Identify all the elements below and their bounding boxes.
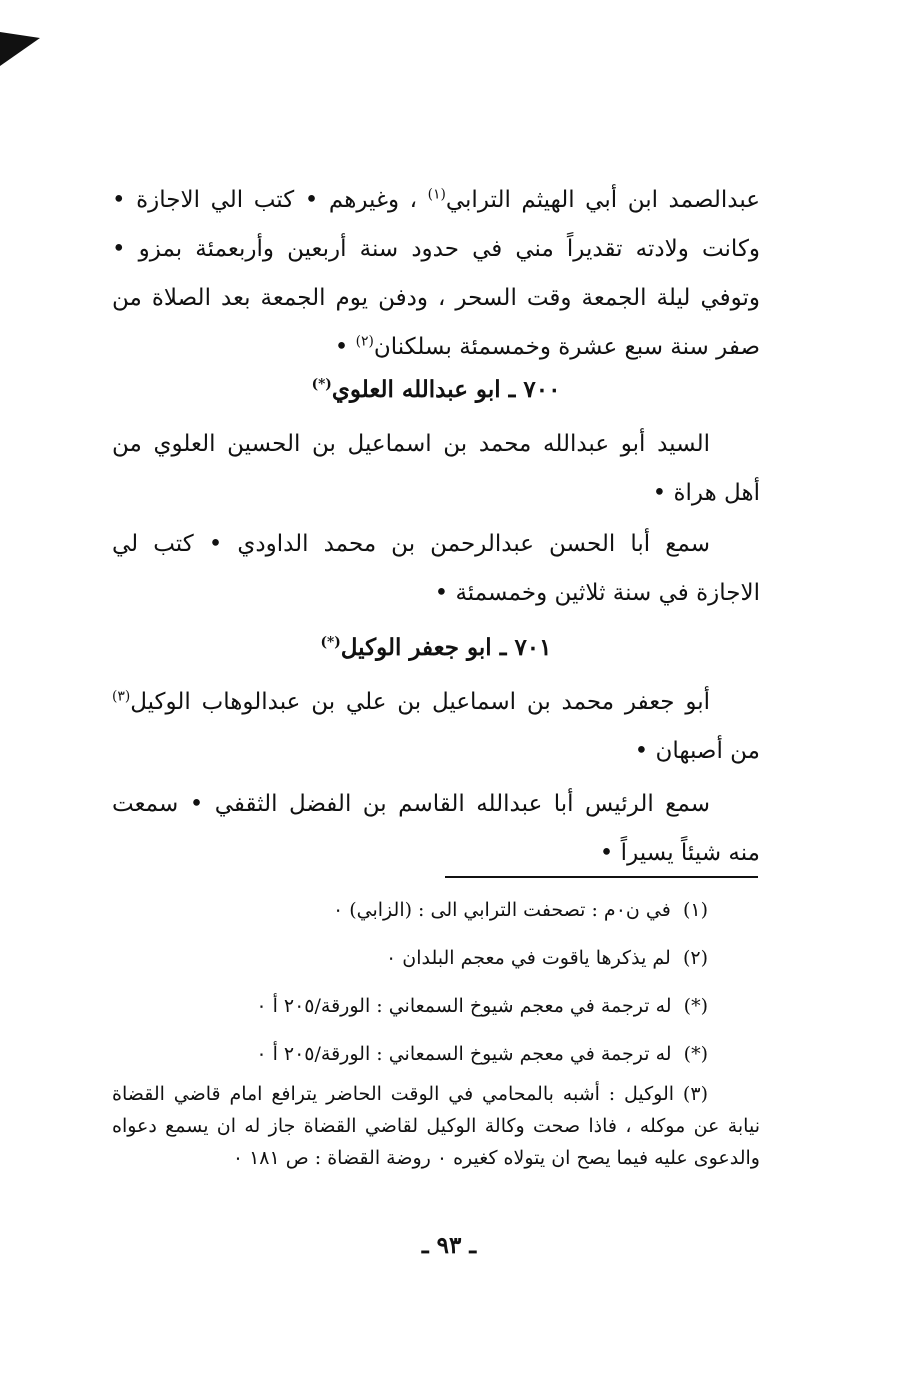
footnote-2-mark: (٢) <box>682 947 708 969</box>
entry-heading-700 <box>112 370 760 410</box>
entry-heading-701-ref: (*) <box>320 634 341 651</box>
footnote-divider <box>445 876 758 878</box>
continued-paragraph-start: عبدالصمد ابن أبي الهيثم الترابي <box>445 187 761 213</box>
entry-701-paragraph-1-end: من أصبهان • <box>634 738 760 764</box>
footnote-ref-1: (١) <box>427 186 446 203</box>
entry-heading-700-text: ٧٠٠ ـ ابو عبدالله العلوي <box>331 376 561 403</box>
footnote-star-2 <box>112 1030 760 1078</box>
continued-paragraph <box>112 176 760 372</box>
entry-heading-701-text: ٧٠١ ـ ابو جعفر الوكيل <box>340 634 552 661</box>
footnote-star-2-text: له ترجمة في معجم شيوخ السمعاني : الورقة/٢٠٥ أ ٠ <box>256 1043 672 1065</box>
footnote-star-2-mark: (*) <box>683 1043 708 1065</box>
entry-700-paragraph-2: سمع أبا الحسن عبدالرحمن بن محمد الداودي • كتب لي الاجازة في سنة ثلاثين وخمسمئة • <box>112 531 760 606</box>
entry-701-paragraph-1 <box>112 678 760 776</box>
footnote-ref-2: (٢) <box>355 333 374 350</box>
footnote-star-1-text: له ترجمة في معجم شيوخ السمعاني : الورقة/٢٠٥ أ ٠ <box>256 995 672 1017</box>
footnote-3-mark: (٣) <box>682 1083 708 1105</box>
entry-701-paragraph-1-text: أبو جعفر محمد بن اسماعيل بن علي بن عبدالوهاب الوكيل <box>130 689 710 715</box>
footnote-2 <box>112 934 760 982</box>
footnote-3-text: الوكيل : أشبه بالمحامي في الوقت الحاضر يترافع امام قاضي القضاة نيابة عن موكله ، فاذا صحت وكالة الوكيل لقاضي القضاة جاز له ان يسمع دعواه والدعوى عليه فيما يصح ان يتولاه كغيره ٠ روضة القضاة : ص ١٨١ ٠ <box>112 1083 760 1169</box>
entry-heading-701 <box>112 628 760 668</box>
page-number: ـ ٩٣ ـ <box>421 1232 477 1259</box>
footnote-3 <box>112 1078 760 1174</box>
continued-paragraph-end: • <box>334 334 349 360</box>
continued-paragraph-middle: ، وغيرهم • كتب الي الاجازة • وكانت ولادته تقديراً مني في حدود سنة أربعين وأربعمئة بمزو • وتوفي ليلة الجمعة وقت السحر ، ودفن يوم الجمعة بعد الصلاة من صفر سنة سبع عشرة وخمسمئة بسلكنان <box>112 187 760 360</box>
footnote-1 <box>112 886 760 934</box>
footnote-star-1 <box>112 982 760 1030</box>
entry-700-paragraph-1: السيد أبو عبدالله محمد بن اسماعيل بن الحسين العلوي من أهل هراة • <box>112 431 760 506</box>
footnote-1-mark: (١) <box>682 899 708 921</box>
footnote-star-1-mark: (*) <box>683 995 708 1017</box>
footnote-2-text: لم يذكرها ياقوت في معجم البلدان ٠ <box>386 947 671 969</box>
entry-701-paragraph-2: سمع الرئيس أبا عبدالله القاسم بن الفضل الثقفي • سمعت منه شيئاً يسيراً • <box>112 791 760 866</box>
entry-heading-700-ref: (*) <box>311 376 332 393</box>
corner-fold-mark <box>0 32 40 66</box>
footnote-1-text: في ن٠م : تصحفت الترابي الى : (الزابي) ٠ <box>332 899 671 921</box>
footnote-ref-3: (٣) <box>112 688 131 705</box>
